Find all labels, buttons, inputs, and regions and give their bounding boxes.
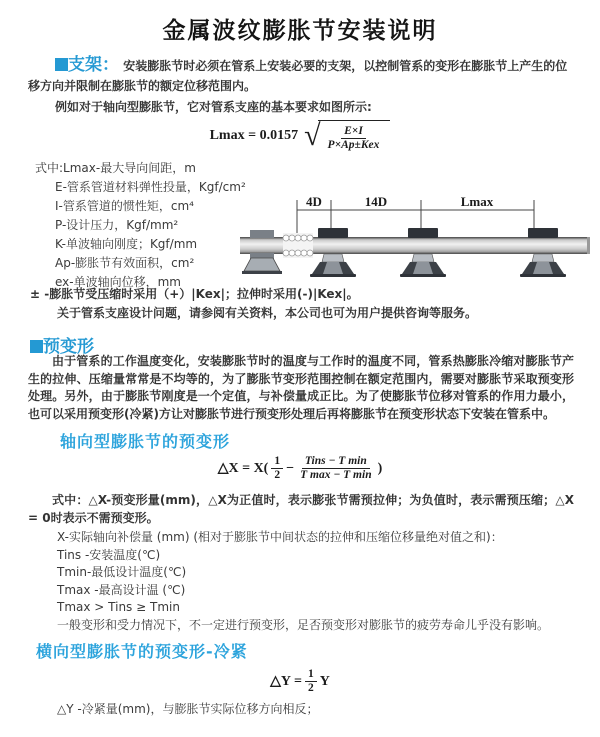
variable-item: 式中:Lmax-最大导向间距，m: [35, 161, 196, 175]
support-heading-colon: ：: [102, 55, 119, 75]
lmax-formula-lhs: Lmax = 0.0157: [209, 128, 299, 143]
half-denominator: 2: [307, 682, 314, 694]
pipe-support-diagram: [240, 192, 595, 287]
axial-formula-close-paren: ): [377, 460, 383, 476]
note-line: 一般变形和受力情况下，不一定进行预变形，足否预变形对膨胀节的疲劳寿命儿乎没有影响。: [57, 617, 550, 632]
one-half-fraction: [271, 455, 283, 482]
temperature-fraction: [297, 455, 375, 482]
variable-item: I-管系管道的惯性矩，cm⁴: [55, 199, 194, 213]
sqrt-radical-sign: √: [304, 119, 321, 152]
axial-formula-lhs: △X = X(: [217, 461, 269, 476]
lateral-formula: [0, 668, 600, 695]
note-line: Tins -安装温度(℃): [57, 547, 161, 562]
predeform-section-heading: 预变形: [43, 337, 94, 357]
bellows: [283, 233, 313, 258]
support-paragraph: [28, 55, 575, 96]
axial-explain-paragraph: 式中：△X-预变形量(mm)，△X为正值时，表示膨张节需预拉伸；为负值时，表示需预压缩；△X = 0时表示不需预变形。: [28, 493, 574, 525]
axial-notes-list: [57, 529, 577, 635]
half-numerator: 1: [271, 455, 283, 469]
predeform-paragraph: 由于管系的工作温度变化，安装膨胀节时的温度与工作时的温度不同，管系热膨胀冷缩对膨胀节产生的拉伸、压缩量常常是不均等的，为了膨胀节变形范围控制在额定范围内，需要对膨胀节采取预变形处理。另外，由于膨胀节刚度是一个定值，与补偿量成正比。为了使膨胀节位移对管系的作用力最小，也可以采用预变形(冷紧)方让对膨胀节进行预变形处理后再将膨胀节在预变形状态下安装在管系中。: [28, 354, 574, 421]
note-line: X-实际轴向补偿量 (mm) (相对于膨胀节中间状态的拉伸和压缩位移量绝对值之和)：: [57, 530, 503, 544]
support-example-line: 例如对于轴向型膨胀节，它对管系支座的基本要求如图所示:: [55, 100, 372, 114]
variable-item: K-单波轴向刚度；Kgf/mm: [55, 237, 198, 251]
note-line: Tmax > Tins ≥ Tmin: [57, 600, 180, 615]
variable-item: ex-单波轴向位移，mm: [55, 275, 181, 289]
lateral-subheading: 横向型膨胀节的预变形-冷紧: [36, 642, 248, 661]
lmax-formula: [0, 120, 600, 152]
lmax-fraction: [325, 125, 383, 152]
lateral-note-line: △Y -冷紧量(mm)，与膨胀节实际位移方向相反；: [57, 702, 319, 716]
pm-note-line: ± -膨胀节受压缩时采用（+）|Kex|；拉伸时采用(-)|Kex|。: [30, 287, 359, 301]
note-line: Tmax -最高设计温 (℃): [57, 582, 186, 597]
pipe-support-diagram-svg: [240, 192, 595, 287]
axial-subheading: 轴向型膨胀节的预变形: [60, 432, 231, 451]
lateral-formula-rhs: Y: [319, 673, 330, 689]
variable-item: Ap-膨胀节有效面积，cm²: [55, 256, 195, 270]
half-denominator: 2: [274, 469, 281, 481]
temp-fraction-numerator: Tins − T min: [302, 455, 370, 469]
support-body-text: 安装膨胀节时必须在管系上安装必要的支架，以控制管系的变形在膨胀节上产生的位移方向并限制在膨胀节的额定位移范围内。: [28, 59, 568, 93]
lmax-fraction-denominator: P×Ap±Kex: [327, 139, 380, 151]
axial-formula: [0, 455, 600, 482]
section-square-icon: [55, 58, 68, 71]
temp-fraction-denominator: T max − T min: [300, 469, 372, 481]
dim-label-4d: 4D: [306, 194, 322, 209]
page-title: 金属波纹膨胀节安装说明: [162, 18, 438, 44]
variable-item: E-管系管道材料弹性投量，Kgf/cm²: [55, 180, 246, 194]
consult-line: 关于管系支座设计问题，请参阅有关资料，本公司也可为用户提供咨询等服务。: [57, 306, 478, 320]
support-section-heading: 支架: [68, 55, 102, 75]
lateral-formula-lhs: △Y =: [270, 674, 302, 689]
section-square-icon: [30, 340, 43, 353]
half-numerator: 1: [305, 668, 317, 682]
sqrt-vinculum: [318, 120, 391, 152]
dim-label-lmax: Lmax: [460, 194, 494, 209]
one-half-fraction: [305, 668, 317, 695]
note-line: Tmin-最低设计温度(℃): [57, 565, 187, 580]
minus-sign: −: [286, 460, 295, 476]
lmax-fraction-numerator: E×I: [341, 125, 366, 139]
variable-item: P-设计压力，Kgf/mm²: [55, 218, 179, 232]
dim-label-14d: 14D: [364, 194, 388, 209]
